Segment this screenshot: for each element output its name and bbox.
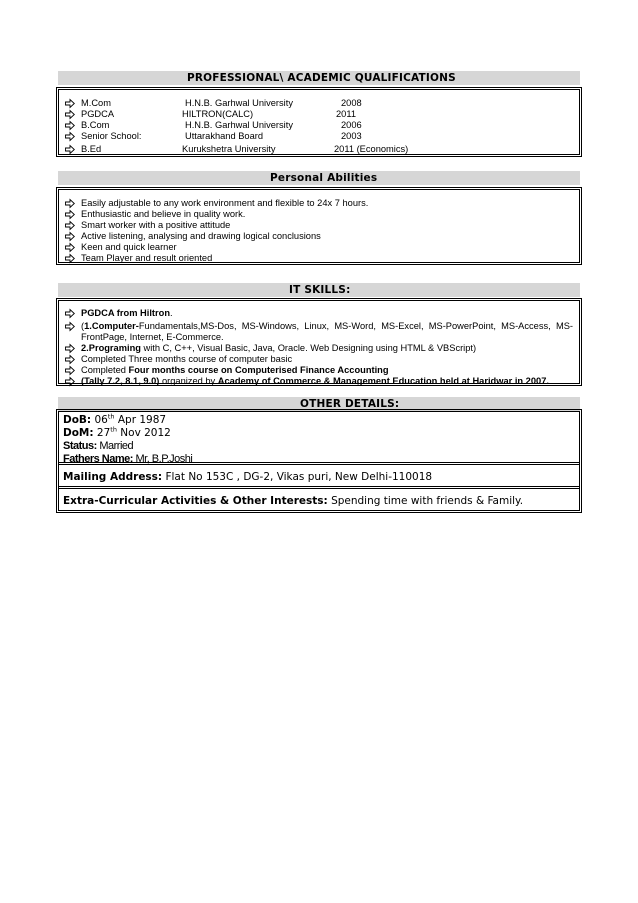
degree: Senior School:: [81, 131, 142, 141]
year: 2011 (Economics): [334, 144, 409, 154]
year: 2008: [341, 98, 362, 108]
degree: M.Com: [81, 98, 111, 108]
right-arrow-outline-icon: [65, 308, 75, 319]
qualifications-heading: PROFESSIONAL\ ACADEMIC QUALIFICATIONS: [187, 72, 456, 84]
skill-item-tally: (Tally 7.2, 8.1, 9.0) organized by Academy of Commerce & Management Education held at Haridwar in 2007.: [81, 376, 573, 387]
institute: Kurukshetra University: [182, 144, 276, 154]
year: 2011: [336, 109, 356, 119]
year: 2006: [341, 120, 362, 130]
degree: PGDCA: [81, 109, 115, 119]
ability-text: Team Player and result oriented: [81, 253, 213, 263]
extra-line: Extra-Curricular Activities & Other Interests: Spending time with friends & Family.: [63, 495, 524, 507]
ability-text: Active listening, analysing and drawing logical conclusions: [81, 231, 321, 241]
abilities-heading: Personal Abilities: [270, 172, 378, 184]
right-arrow-outline-icon: [65, 365, 75, 376]
status-line: Status: Married: [63, 440, 134, 452]
right-arrow-outline-icon: [65, 131, 75, 142]
right-arrow-outline-icon: [65, 253, 75, 264]
year: 2003: [341, 131, 362, 141]
ability-text: Easily adjustable to any work environment and flexible to 24x 7 hours.: [81, 198, 369, 208]
divider: [59, 462, 579, 465]
right-arrow-outline-icon: [65, 376, 75, 387]
ability-text: Keen and quick learner: [81, 242, 177, 252]
degree: B.Ed: [81, 144, 102, 154]
right-arrow-outline-icon: [65, 209, 75, 220]
right-arrow-outline-icon: [65, 242, 75, 253]
right-arrow-outline-icon: [65, 109, 75, 120]
skill-item-basic: Completed Three months course of computer basic: [81, 354, 573, 365]
right-arrow-outline-icon: [65, 198, 75, 209]
right-arrow-outline-icon: [65, 354, 75, 365]
abilities-box: [56, 187, 582, 265]
ability-text: Enthusiastic and believe in quality work.: [81, 209, 246, 219]
skill-item-finance: Completed Four months course on Computerised Finance Accounting: [81, 365, 573, 376]
institute: HILTRON(CALC): [182, 109, 254, 119]
other-box: [56, 409, 582, 513]
dom-line: DoM: 27th Nov 2012: [63, 425, 171, 439]
institute: Uttarakhand Board: [185, 131, 264, 141]
dob-line: DoB: 06th Apr 1987: [63, 412, 167, 426]
father-line: Fathers Name: Mr, B.P.Joshi: [63, 453, 193, 465]
right-arrow-outline-icon: [65, 231, 75, 242]
qualifications-heading-bar: [58, 71, 580, 85]
mailing-line: Mailing Address: Flat No 153C , DG-2, Vikas puri, New Delhi-110018: [63, 471, 433, 483]
skill-item-programming: 2.Programing with C, C++, Visual Basic, Java, Oracle. Web Designing using HTML & VBScript): [81, 343, 573, 354]
right-arrow-outline-icon: [65, 98, 75, 109]
degree: B.Com: [81, 120, 110, 130]
skills-heading: IT SKILLS:: [289, 284, 351, 296]
right-arrow-outline-icon: [65, 144, 75, 155]
right-arrow-outline-icon: [65, 220, 75, 231]
right-arrow-outline-icon: [65, 343, 75, 354]
abilities-heading-bar: [58, 171, 580, 185]
ability-text: Smart worker with a positive attitude: [81, 220, 231, 230]
skills-heading-bar: [58, 283, 580, 297]
skills-box: [56, 298, 582, 386]
institute: H.N.B. Garhwal University: [185, 120, 293, 130]
other-heading: OTHER DETAILS:: [300, 398, 400, 410]
skill-item-pgdca: PGDCA from Hiltron.: [81, 308, 573, 319]
right-arrow-outline-icon: [65, 120, 75, 131]
divider: [59, 486, 579, 489]
institute: H.N.B. Garhwal University: [185, 98, 293, 108]
right-arrow-outline-icon: [65, 321, 75, 332]
skill-item-computer: (1.Computer-Fundamentals,MS-Dos, MS-Windows, Linux, MS-Word, MS-Excel, MS-PowerPoint, MS-Access, MS-FrontPage, Internet, E-Commerce.: [81, 321, 573, 343]
qualifications-box: [56, 87, 582, 157]
